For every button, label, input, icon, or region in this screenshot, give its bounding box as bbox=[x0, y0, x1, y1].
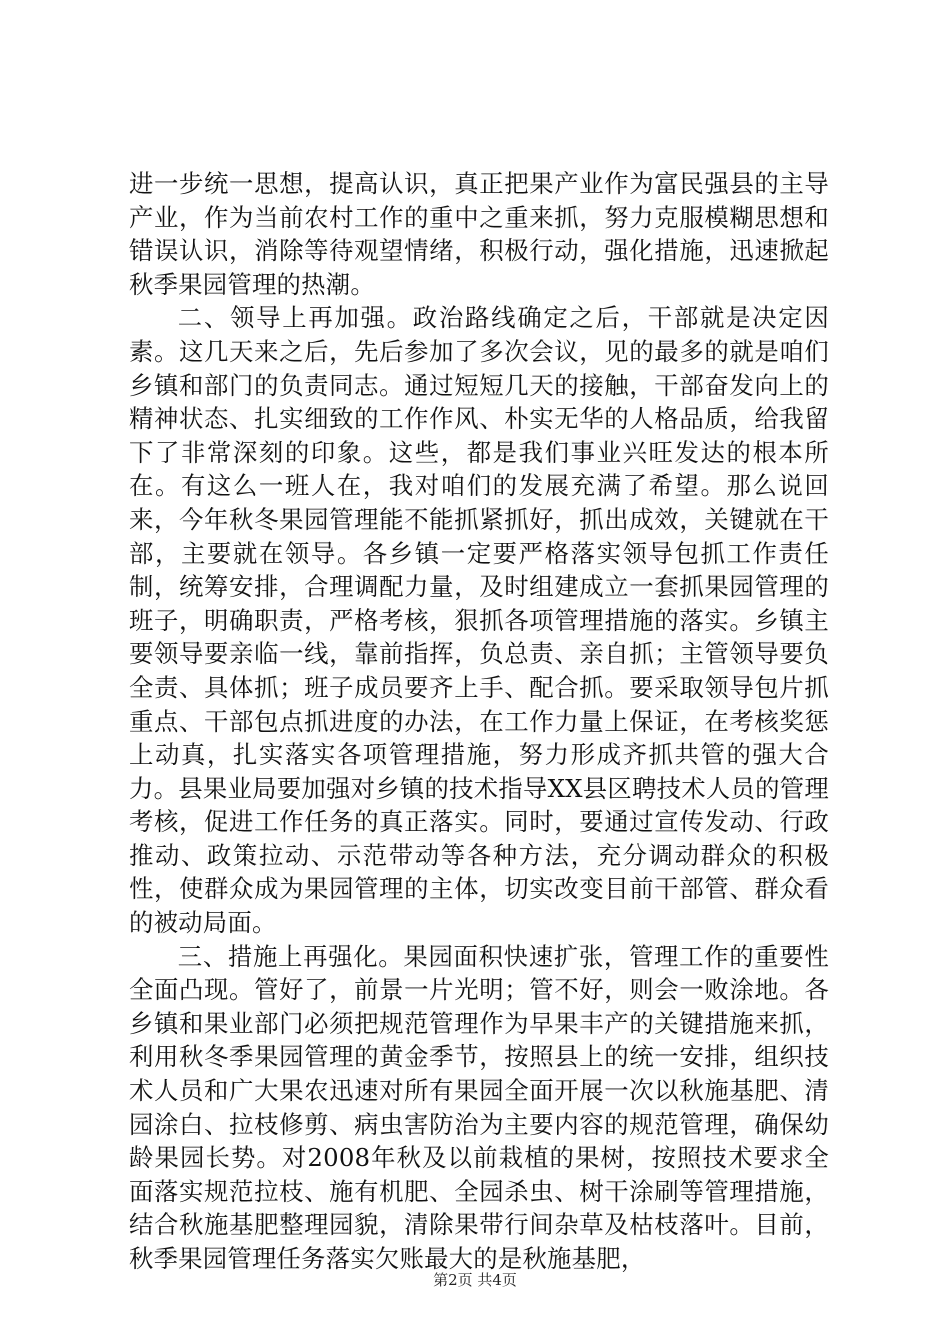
paragraph-leadership: 二、领导上再加强。政治路线确定之后，干部就是决定因素。这几天来之后，先后参加了多次会议，见的最多的就是咱们乡镇和部门的负责同志。通过短短几天的接触，干部奋发向上的精神状态、扎实细致的工作作风、朴实无华的人格品质，给我留下了非常深刻的印象。这些，都是我们事业兴旺发达的根本所在。有这么一班人在，我对咱们的发展充满了希望。那么说回来，今年秋冬果园管理能不能抓紧抓好，抓出成效，关键就在干部，主要就在领导。各乡镇一定要严格落实领导包抓工作责任制，统筹安排，合理调配力量，及时组建成立一套抓果园管理的班子，明确职责，严格考核，狠抓各项管理措施的落实。乡镇主要领导要亲临一线，靠前指挥，负总责、亲自抓；主管领导要负全责、具体抓；班子成员要齐上手、配合抓。要采取领导包片抓重点、干部包点抓进度的办法，在工作力量上保证，在考核奖惩上动真，扎实落实各项管理措施，努力形成齐抓共管的强大合力。县果业局要加强对乡镇的技术指导XX县区聘技术人员的管理考核，促进工作任务的真正落实。同时，要通过宣传发动、行政推动、政策拉动、示范带动等各种方法，充分调动群众的积极性，使群众成为果园管理的主体，切实改变目前干部管、群众看的被动局面。 bbox=[129, 303, 829, 938]
page-footer: 第2页 共4页 bbox=[433, 1271, 517, 1289]
body-text bbox=[129, 167, 829, 1276]
paragraph-continuation: 进一步统一思想，提高认识，真正把果产业作为富民强县的主导产业，作为当前农村工作的重中之重来抓，努力克服模糊思想和错误认识，消除等待观望情绪，积极行动，强化措施，迅速掀起秋季果园管理的热潮。 bbox=[129, 169, 829, 299]
paragraph-measures: 三、措施上再强化。果园面积快速扩张，管理工作的重要性全面凸现。管好了，前景一片光明；管不好，则会一败涂地。各乡镇和果业部门必须把规范管理作为早果丰产的关键措施来抓，利用秋冬季果园管理的黄金季节，按照县上的统一安排，组织技术人员和广大果农迅速对所有果园全面开展一次以秋施基肥、清园涂白、拉枝修剪、病虫害防治为主要内容的规范管理，确保幼龄果园长势。对2008年秋及以前栽植的果树，按照技术要求全面落实规范拉枝、施有机肥、全园杀虫、树干涂刷等管理措施，结合秋施基肥整理园貌，清除果带行间杂草及枯枝落叶。目前，秋季果园管理任务落实欠账最大的是秋施基肥， bbox=[129, 941, 829, 1273]
